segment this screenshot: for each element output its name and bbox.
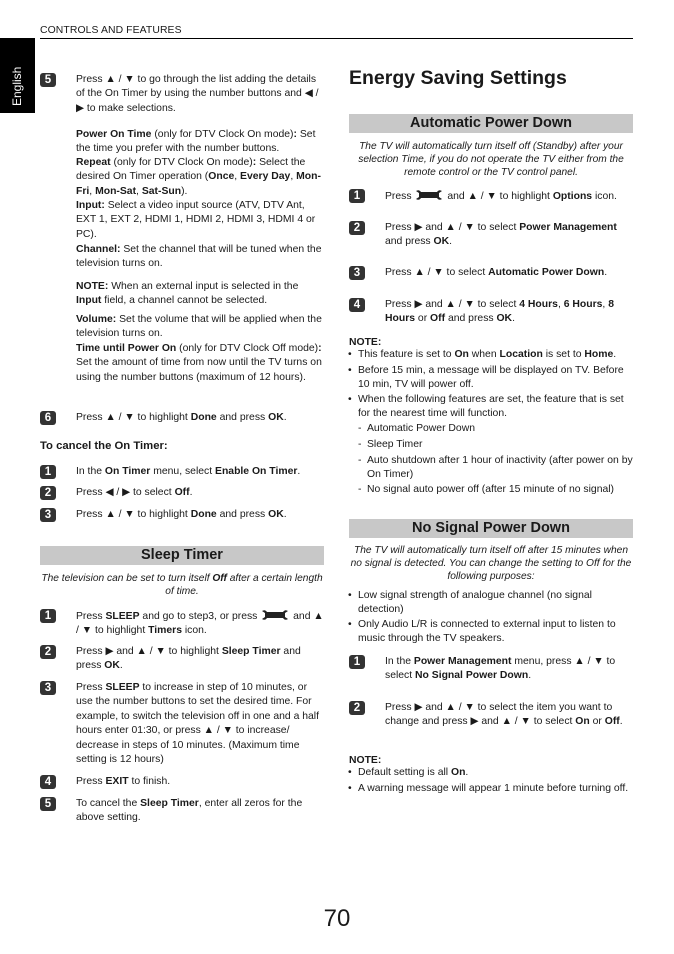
header-rule: [40, 38, 633, 39]
apd-note-heading: NOTE:: [349, 337, 382, 348]
term: Power On Time: [76, 129, 152, 140]
nspd-purpose-bullet: • Only Audio L/R is connected to external input to listen to music through the TV speakers.: [358, 618, 633, 647]
step-text: Press ▲ / ▼ to select Automatic Power Down.: [385, 267, 608, 278]
step-number: 2: [349, 221, 365, 235]
step-text: Press ▶ and ▲ / ▼ to select the item you want to change and press ▶ and ▲ / ▼ to select On or Off.: [385, 702, 623, 728]
nspd-note-heading: NOTE:: [349, 755, 382, 766]
automatic-power-down-heading: Automatic Power Down: [349, 114, 633, 133]
step-number: 1: [349, 189, 365, 203]
step-number: 2: [349, 701, 365, 715]
nspd-note-bullet: • A warning message will appear 1 minute before turning off.: [358, 782, 633, 796]
apd-feature-item: - Sleep Timer: [367, 438, 633, 452]
apd-note-bullet: • When the following features are set, the feature that is set for the nearest time will function.: [358, 393, 633, 422]
step-text: Press ▶ and ▲ / ▼ to select Power Management and press OK.: [385, 222, 617, 248]
qualifier: (only for DTV Clock On mode): [154, 129, 294, 140]
step-text: Press EXIT to finish.: [76, 776, 171, 787]
term: Input:: [76, 200, 105, 211]
step-text: Press ◀ / ▶ to select Off.: [76, 487, 193, 498]
step-number: 5: [40, 73, 56, 87]
step-number: 2: [40, 645, 56, 659]
term: Channel:: [76, 244, 121, 255]
step-text: Press ▶ and ▲ / ▼ to select 4 Hours, 6 Hours, 8 Hours or Off and press OK.: [385, 299, 614, 325]
step-text: Press ▶ and ▲ / ▼ to highlight Sleep Timer and press OK.: [76, 646, 301, 672]
step-text: In the On Timer menu, select Enable On Timer.: [76, 466, 301, 477]
input-desc: Input: Select a video input source (ATV, DTV Ant, EXT 1, EXT 2, HDMI 1, HDMI 2, HDMI 3, HDMI 4 or PC).: [76, 200, 316, 240]
nspd-note-bullet: • Default setting is all On.: [358, 766, 633, 780]
volume-desc: Volume: Set the volume that will be applied when the television turns on.: [76, 314, 322, 340]
running-header: CONTROLS AND FEATURES: [40, 25, 182, 36]
power-on-time-desc: Power On Time (only for DTV Clock On mode): Set the time you prefer with the number buttons.: [76, 129, 316, 155]
step-text: To cancel the Sleep Timer, enter all zeros for the above setting.: [76, 798, 303, 824]
repeat-desc: Repeat (only for DTV Clock On mode): Select the desired On Timer operation (Once, Every Day, Mon-Fri, Mon-Sat, Sat-Sun).: [76, 157, 321, 197]
qualifier: (only for DTV Clock On mode): [113, 157, 253, 168]
step-text: Press SLEEP and go to step3, or press and ▲ / ▼ to highlight Timers icon.: [76, 611, 324, 637]
apd-intro: The TV will automatically turn itself off (Standby) after your selection Time, if you do not operate the TV either from the remote control or the TV control panel.: [358, 141, 624, 178]
apd-note-bullet: • This feature is set to On when Location is set to Home.: [358, 348, 633, 362]
step-number: 1: [349, 655, 365, 669]
cancel-heading: To cancel the On Timer:: [40, 440, 168, 452]
step-text: Press ▲ / ▼ to highlight Done and press OK.: [76, 412, 287, 423]
step-number: 2: [40, 486, 56, 500]
term: Volume:: [76, 314, 117, 325]
apd-feature-item: - No signal auto power off (after 15 minute of no signal): [367, 483, 633, 497]
qualifier: (only for DTV Clock Off mode): [179, 343, 319, 354]
step-number: 3: [349, 266, 365, 280]
step-number: 3: [40, 508, 56, 522]
nspd-intro: The TV will automatically turn itself off after 15 minutes when no signal is detected. You can change the setting to Off for the following purposes:: [350, 545, 632, 582]
wrench-tool-icon: [414, 189, 444, 201]
step-number: 1: [40, 609, 56, 623]
step-number: 3: [40, 681, 56, 695]
term: Repeat: [76, 157, 111, 168]
no-signal-power-down-heading: No Signal Power Down: [349, 519, 633, 538]
step-text: In the Power Management menu, press ▲ / ▼ to select No Signal Power Down.: [385, 656, 616, 682]
step-number: 4: [40, 775, 56, 789]
sleep-timer-heading: Sleep Timer: [40, 546, 324, 565]
step-text: Press ▲ / ▼ to go through the list adding the details of the On Timer by using the number buttons and ◀ / ▶ to make selections.: [76, 74, 319, 114]
step-text: Press and ▲ / ▼ to highlight Options icon.: [385, 191, 617, 202]
input-note: NOTE: When an external input is selected in the Input field, a channel cannot be selected.: [76, 281, 299, 307]
step-number: 6: [40, 411, 56, 425]
term: NOTE:: [76, 281, 109, 292]
page-number: 70: [323, 905, 351, 932]
channel-desc: Channel: Set the channel that will be tuned when the television turns on.: [76, 244, 322, 270]
language-tab-label: English: [10, 66, 24, 106]
language-tab: [0, 38, 35, 113]
nspd-purpose-bullet: • Low signal strength of analogue channel (no signal detection): [358, 589, 633, 618]
apd-feature-item: - Auto shutdown after 1 hour of inactivity (after power on by On Timer): [367, 454, 633, 483]
step-number: 4: [349, 298, 365, 312]
term: Time until Power On: [76, 343, 177, 354]
apd-note-bullet: • Before 15 min, a message will be displayed on TV. Before 10 min, TV will power off.: [358, 364, 633, 393]
step-number: 1: [40, 465, 56, 479]
time-until-desc: Time until Power On (only for DTV Clock Off mode): Set the amount of time from now until the TV turns on using the number buttons (maximum of 12 hours).: [76, 343, 322, 383]
step-text: Press SLEEP to increase in step of 10 minutes, or use the number buttons to set the desired time. For example, to switch the television off in one and a half hours enter 01:30, or press ▲ / ▼ to increase/ decrease in steps of 10 minutes. (Maximum time setting is 12 hours): [76, 682, 319, 766]
page-title: Energy Saving Settings: [349, 67, 567, 89]
sleep-timer-intro: The television can be set to turn itself Off after a certain length of time.: [41, 573, 323, 597]
step-number: 5: [40, 797, 56, 811]
wrench-tool-icon: [260, 609, 290, 621]
apd-feature-item: - Automatic Power Down: [367, 422, 633, 436]
step-text: Press ▲ / ▼ to highlight Done and press OK.: [76, 509, 287, 520]
